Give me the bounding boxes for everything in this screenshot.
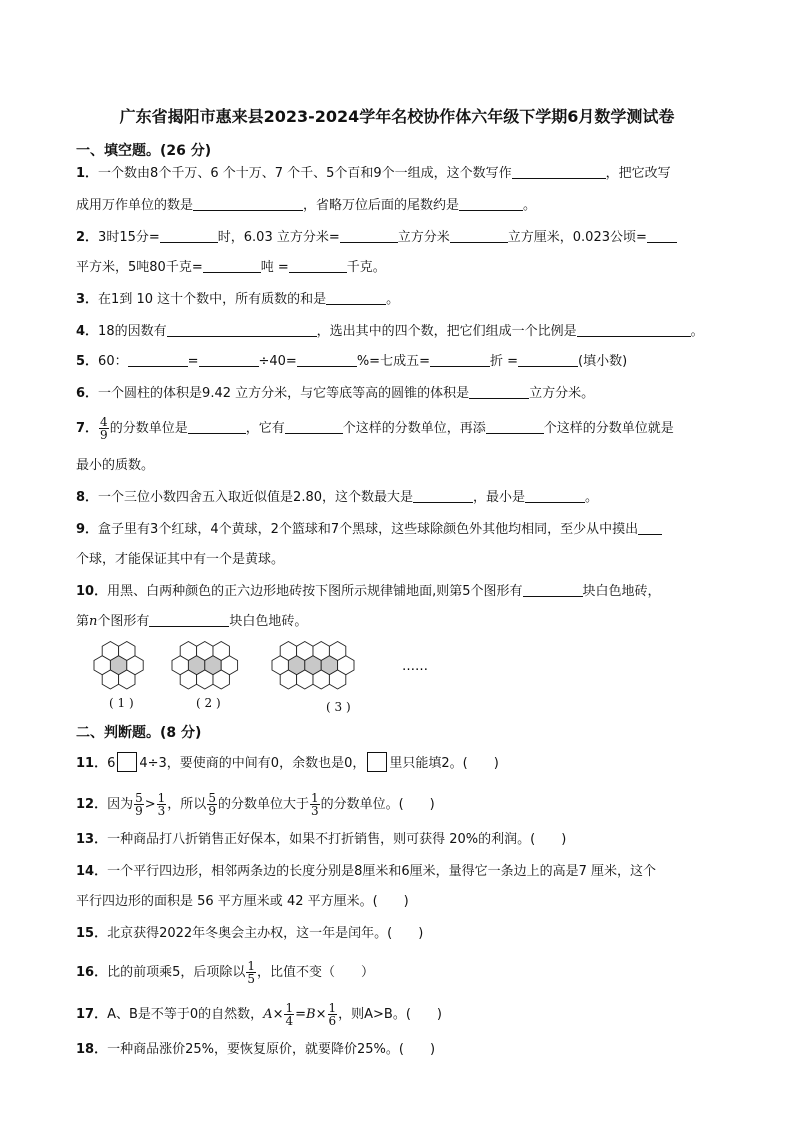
question-text: ÷40=	[258, 354, 297, 369]
answer-blank[interactable]	[459, 196, 523, 211]
answer-blank[interactable]	[413, 488, 473, 503]
question-text: %=七成五=	[356, 354, 430, 369]
variable-b: B	[306, 1007, 316, 1022]
section-heading-fill-in: 一、填空题。(26 分)	[76, 143, 212, 159]
ellipsis: ……	[402, 659, 428, 674]
question-number: 1．	[76, 166, 99, 181]
question-17	[76, 1002, 442, 1027]
section-heading-true-false: 二、判断题。(8 分)	[76, 725, 202, 741]
question-14-cont	[76, 892, 409, 912]
answer-blank[interactable]	[149, 612, 229, 627]
fraction: $\frac{1}{3}$	[310, 791, 319, 818]
question-number: 6．	[76, 386, 99, 401]
question-14	[76, 862, 656, 882]
fraction: $\frac{5}{9}$	[135, 791, 143, 818]
question-number: 4．	[76, 324, 99, 339]
question-text: ，省略万位后面的尾数约是	[303, 198, 460, 213]
answer-blank[interactable]	[518, 352, 578, 367]
answer-blank[interactable]	[297, 352, 357, 367]
answer-blank[interactable]	[193, 196, 303, 211]
question-text: 一个平行四边形，相邻两条边的长度分别是8厘米和6厘米，量得它一条边上的高是7 厘米，这个	[107, 864, 657, 879]
question-text: ，最小是	[473, 490, 526, 505]
fraction: $\frac{1}{3}$	[157, 791, 166, 818]
question-text: ，所以	[167, 797, 207, 812]
question-text: 4÷3，要使商的中间有0，余数也是0，	[139, 756, 366, 771]
question-text: ，把它改写	[605, 166, 671, 181]
question-text: 的分数单位是	[109, 421, 188, 436]
question-text: 。	[585, 490, 599, 505]
question-9	[76, 520, 662, 540]
figure-caption-2: ( 2 )	[196, 696, 221, 710]
answer-blank[interactable]	[167, 322, 317, 337]
question-number: 2．	[76, 230, 99, 245]
question-15	[76, 924, 423, 944]
question-text: ，比值不变（ ）	[257, 965, 375, 980]
question-11	[76, 752, 499, 774]
question-text: 第	[76, 614, 90, 629]
math-symbol: =	[295, 1007, 307, 1022]
question-text: 立方分米。	[529, 386, 595, 401]
question-text: 盒子里有3个红球，4个黄球，2个篮球和7个黑球，这些球除颜色外其他均相同，至少从中摸出	[98, 522, 639, 537]
question-text: 在1到 10 这十个数中，所有质数的和是	[98, 292, 327, 307]
question-text: 个球，才能保证其中有一个是黄球。	[76, 552, 285, 567]
question-9-cont	[76, 550, 284, 570]
question-2-cont	[76, 258, 386, 278]
answer-blank[interactable]	[326, 290, 386, 305]
answer-blank[interactable]	[340, 228, 398, 243]
question-text: 块白色地砖，	[582, 584, 661, 599]
question-text: ，则A>B。( )	[338, 1007, 442, 1022]
answer-blank[interactable]	[289, 258, 347, 273]
question-number: 14．	[76, 864, 108, 879]
question-number: 17．	[76, 1007, 108, 1022]
question-number: 12．	[76, 797, 108, 812]
question-text: 吨 =	[260, 260, 289, 275]
question-number: 9．	[76, 522, 99, 537]
question-16	[76, 960, 374, 985]
answer-blank[interactable]	[430, 352, 490, 367]
question-text: 成用万作单位的数是	[76, 198, 194, 213]
question-text: 里只能填2。( )	[389, 756, 499, 771]
question-text: 千克。	[346, 260, 386, 275]
question-text: 平方米，5吨80千克=	[76, 260, 203, 275]
question-6	[76, 384, 594, 404]
question-number: 11．	[76, 756, 108, 771]
fraction: $\frac{1}{4}$	[285, 1001, 294, 1028]
answer-blank[interactable]	[512, 164, 606, 179]
answer-blank[interactable]	[525, 488, 585, 503]
answer-blank[interactable]	[285, 419, 343, 434]
question-number: 18．	[76, 1042, 108, 1057]
figure-caption-1: ( 1 )	[109, 696, 134, 710]
question-7-cont	[76, 456, 154, 476]
question-13	[76, 830, 566, 850]
fraction: $\frac{5}{9}$	[208, 791, 216, 818]
question-number: 5．	[76, 354, 99, 369]
answer-blank[interactable]	[128, 352, 188, 367]
question-2	[76, 228, 677, 248]
hexagon-tiling-figure	[90, 640, 450, 700]
question-text: 立方厘米，0.023公顷=	[507, 230, 647, 245]
question-1	[76, 164, 671, 184]
question-text: A、B是不等于0的自然数，	[107, 1007, 264, 1022]
question-text: 6	[107, 756, 116, 771]
question-text: 一个数由8个千万、6 个十万、7 个千、5个百和9个一组成，这个数写作	[98, 166, 512, 181]
fill-box[interactable]	[367, 752, 387, 772]
answer-blank[interactable]	[469, 384, 529, 399]
question-text: 一种商品涨价25%，要恢复原价，就要降价25%。( )	[107, 1042, 436, 1057]
math-symbol: ×	[272, 1007, 284, 1022]
answer-blank[interactable]	[523, 582, 583, 597]
question-text: 比的前项乘5，后项除以	[107, 965, 246, 980]
question-number: 7．	[76, 421, 99, 436]
question-text: ，它有	[245, 421, 285, 436]
fraction: $\frac{4}{9}$	[100, 415, 108, 442]
question-5	[76, 352, 627, 372]
question-text: 3时15分=	[98, 230, 160, 245]
answer-blank[interactable]	[160, 228, 218, 243]
question-text: (填小数)	[578, 354, 628, 369]
question-text: 一种商品打八折销售正好保本，如果不打折销售，则可获得 20%的利润。( )	[107, 832, 567, 847]
question-text: 个这样的分数单位就是	[543, 421, 674, 436]
answer-blank[interactable]	[647, 228, 677, 243]
question-12	[76, 792, 435, 817]
question-text: 时，6.03 立方分米=	[217, 230, 340, 245]
question-number: 16．	[76, 965, 108, 980]
question-text: 的分数单位。( )	[320, 797, 435, 812]
variable-a: A	[263, 1007, 273, 1022]
question-text: 平行四边形的面积是 56 平方厘米或 42 平方厘米。( )	[76, 894, 409, 909]
fraction: $\frac{1}{6}$	[328, 1001, 337, 1028]
figure-caption-3: ( 3 )	[326, 700, 351, 714]
answer-blank[interactable]	[638, 520, 662, 535]
hex-figure-2	[172, 642, 238, 690]
question-number: 13．	[76, 832, 108, 847]
math-symbol: >	[144, 797, 156, 812]
fill-box[interactable]	[117, 752, 137, 772]
variable-n: n	[89, 614, 98, 629]
question-18	[76, 1040, 435, 1060]
answer-blank[interactable]	[450, 228, 508, 243]
answer-blank[interactable]	[577, 322, 691, 337]
question-8	[76, 488, 598, 508]
question-text: 个这样的分数单位，再添	[342, 421, 486, 436]
question-text: 最小的质数。	[76, 458, 155, 473]
hex-figure-1	[94, 642, 143, 690]
question-4	[76, 322, 704, 342]
math-symbol: ×	[315, 1007, 327, 1022]
question-text: 60：	[98, 354, 128, 369]
question-number: 3．	[76, 292, 99, 307]
question-text: 的分数单位大于	[217, 797, 309, 812]
question-text: 折 =	[489, 354, 518, 369]
question-text: 块白色地砖。	[229, 614, 308, 629]
question-text: 一个三位小数四舍五入取近似值是2.80，这个数最大是	[98, 490, 413, 505]
answer-blank[interactable]	[486, 419, 544, 434]
question-10-cont	[76, 612, 307, 632]
answer-blank[interactable]	[199, 352, 259, 367]
question-text: 用黑、白两种颜色的正六边形地砖按下图所示规律铺地面,则第5个图形有	[107, 584, 523, 599]
page-title: 广东省揭阳市惠来县2023-2024学年名校协作体六年级下学期6月数学测试卷	[119, 107, 675, 126]
question-text: =	[187, 354, 199, 369]
question-text: 北京获得2022年冬奥会主办权，这一年是闰年。( )	[107, 926, 424, 941]
question-text: 。	[690, 324, 704, 339]
answer-blank[interactable]	[203, 258, 261, 273]
question-text: 因为	[107, 797, 134, 812]
question-text: 18的因数有	[98, 324, 167, 339]
question-text: 立方分米	[397, 230, 450, 245]
question-number: 15．	[76, 926, 108, 941]
question-text: 个图形有	[97, 614, 150, 629]
question-7	[76, 416, 674, 441]
question-text: 一个圆柱的体积是9.42 立方分米，与它等底等高的圆锥的体积是	[98, 386, 470, 401]
question-10	[76, 582, 661, 602]
question-1-cont	[76, 196, 536, 216]
question-3	[76, 290, 399, 310]
question-text: ，选出其中的四个数，把它们组成一个比例是	[316, 324, 577, 339]
question-number: 8．	[76, 490, 99, 505]
fraction: $\frac{1}{5}$	[247, 959, 256, 986]
answer-blank[interactable]	[188, 419, 246, 434]
question-text: 。	[523, 198, 537, 213]
hex-figure-3	[272, 642, 354, 690]
question-text: 。	[386, 292, 400, 307]
question-number: 10．	[76, 584, 108, 599]
